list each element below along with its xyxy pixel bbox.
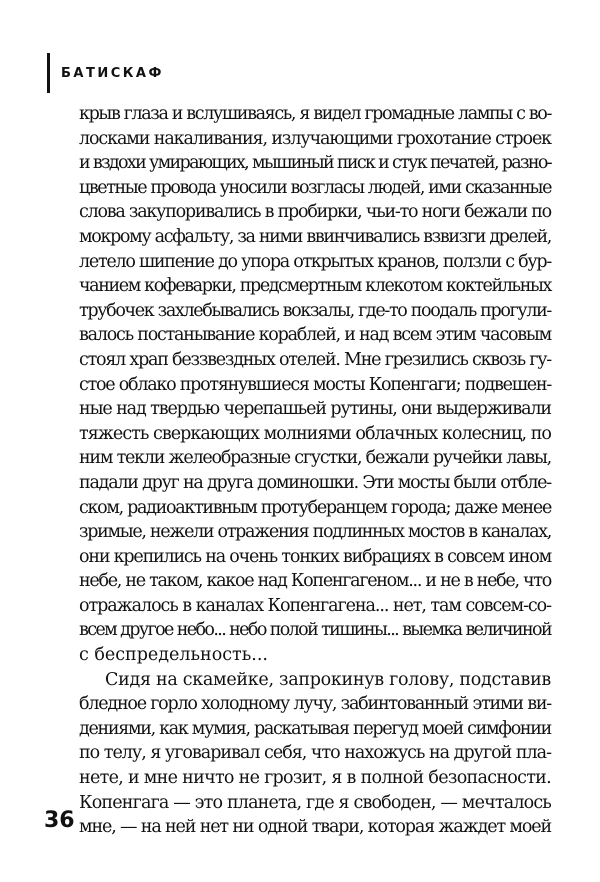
page-number: 36 <box>44 808 75 833</box>
text-line: и вздохи умирающих, мышиный писк и стук печатей, разно- <box>79 153 552 174</box>
paragraph-1 <box>79 102 551 668</box>
text-line: бледное горло холодному лучу, забинтованный этими ви- <box>79 694 551 715</box>
paragraph-2 <box>79 668 551 840</box>
text-line: ском, радиоактивным протуберанцем города; даже менее <box>79 497 551 518</box>
text-line: крыв глаза и вслушиваясь, я видел громадные лампы с во- <box>79 104 551 124</box>
text-line: стоял храп беззвездных отелей. Мне грезились сквозь гу- <box>79 349 551 370</box>
text-line: валось постанывание кораблей, и над всем этим часовым <box>79 325 552 346</box>
text-line: стое облако протянувшиеся мосты Копенгаги; подвешен- <box>79 374 552 395</box>
text-line: мокрому асфальту, за ними ввинчивались взвизги дрелей, <box>79 226 551 247</box>
text-line: чанием кофеварки, предсмертным клекотом коктейльных <box>79 276 551 297</box>
text-line: по телу, я уговаривал себя, что нахожусь на другой пла- <box>79 743 551 764</box>
page-body <box>79 102 551 840</box>
text-line: летело шипение до упора открытых кранов, ползли с бур- <box>79 251 551 272</box>
text-line: ные над твердью черепашьей рутины, они выдерживали <box>79 399 551 420</box>
text-line: они крепились на очень тонких вибрациях в совсем ином <box>79 546 551 567</box>
running-header <box>47 53 164 93</box>
text-line: всем другое небо... небо полой тишины... выемка величиной <box>79 620 551 641</box>
text-line: зримые, нежели отражения подлинных мостов в каналах, <box>79 522 552 543</box>
text-line: цветные провода уносили возгласы людей, ими сказанные <box>79 177 552 198</box>
header-rule <box>47 53 50 93</box>
text-line: слова закупоривались в пробирки, чьи-то ноги бежали по <box>79 202 551 223</box>
text-line: мне, — на ней нет ни одной твари, которая жаждет моей <box>79 817 551 838</box>
text-line: с беспредельность... <box>79 645 268 666</box>
text-line: дениями, как мумия, раскатывая перегуд моей симфонии <box>79 718 551 739</box>
text-line: падали друг на друга доминошки. Эти мосты были отбле- <box>79 472 551 493</box>
text-line: нете, и мне ничто не грозит, я в полной безопасности. <box>79 768 551 789</box>
text-line: небе, не таком, какое над Копенгагеном... и не в небе, что <box>79 571 551 592</box>
text-line: тяжесть сверкающих молниями облачных колесниц, по <box>79 423 551 444</box>
text-line: Сидя на скамейке, запрокинув голову, подставив <box>105 669 551 690</box>
text-line: трубочек захлебывались вокзалы, где-то поодаль прогули- <box>79 300 552 321</box>
book-title: БАТИСКАФ <box>61 65 164 81</box>
text-line: отражалось в каналах Копенгагена... нет, там совсем-со- <box>79 595 551 616</box>
text-line: лосками накаливания, излучающими грохотание строек <box>79 128 552 149</box>
text-line: Копенгага — это планета, где я свободен, — мечталось <box>79 792 551 813</box>
text-line: ним текли желеобразные сгустки, бежали ручейки лавы, <box>79 448 551 469</box>
